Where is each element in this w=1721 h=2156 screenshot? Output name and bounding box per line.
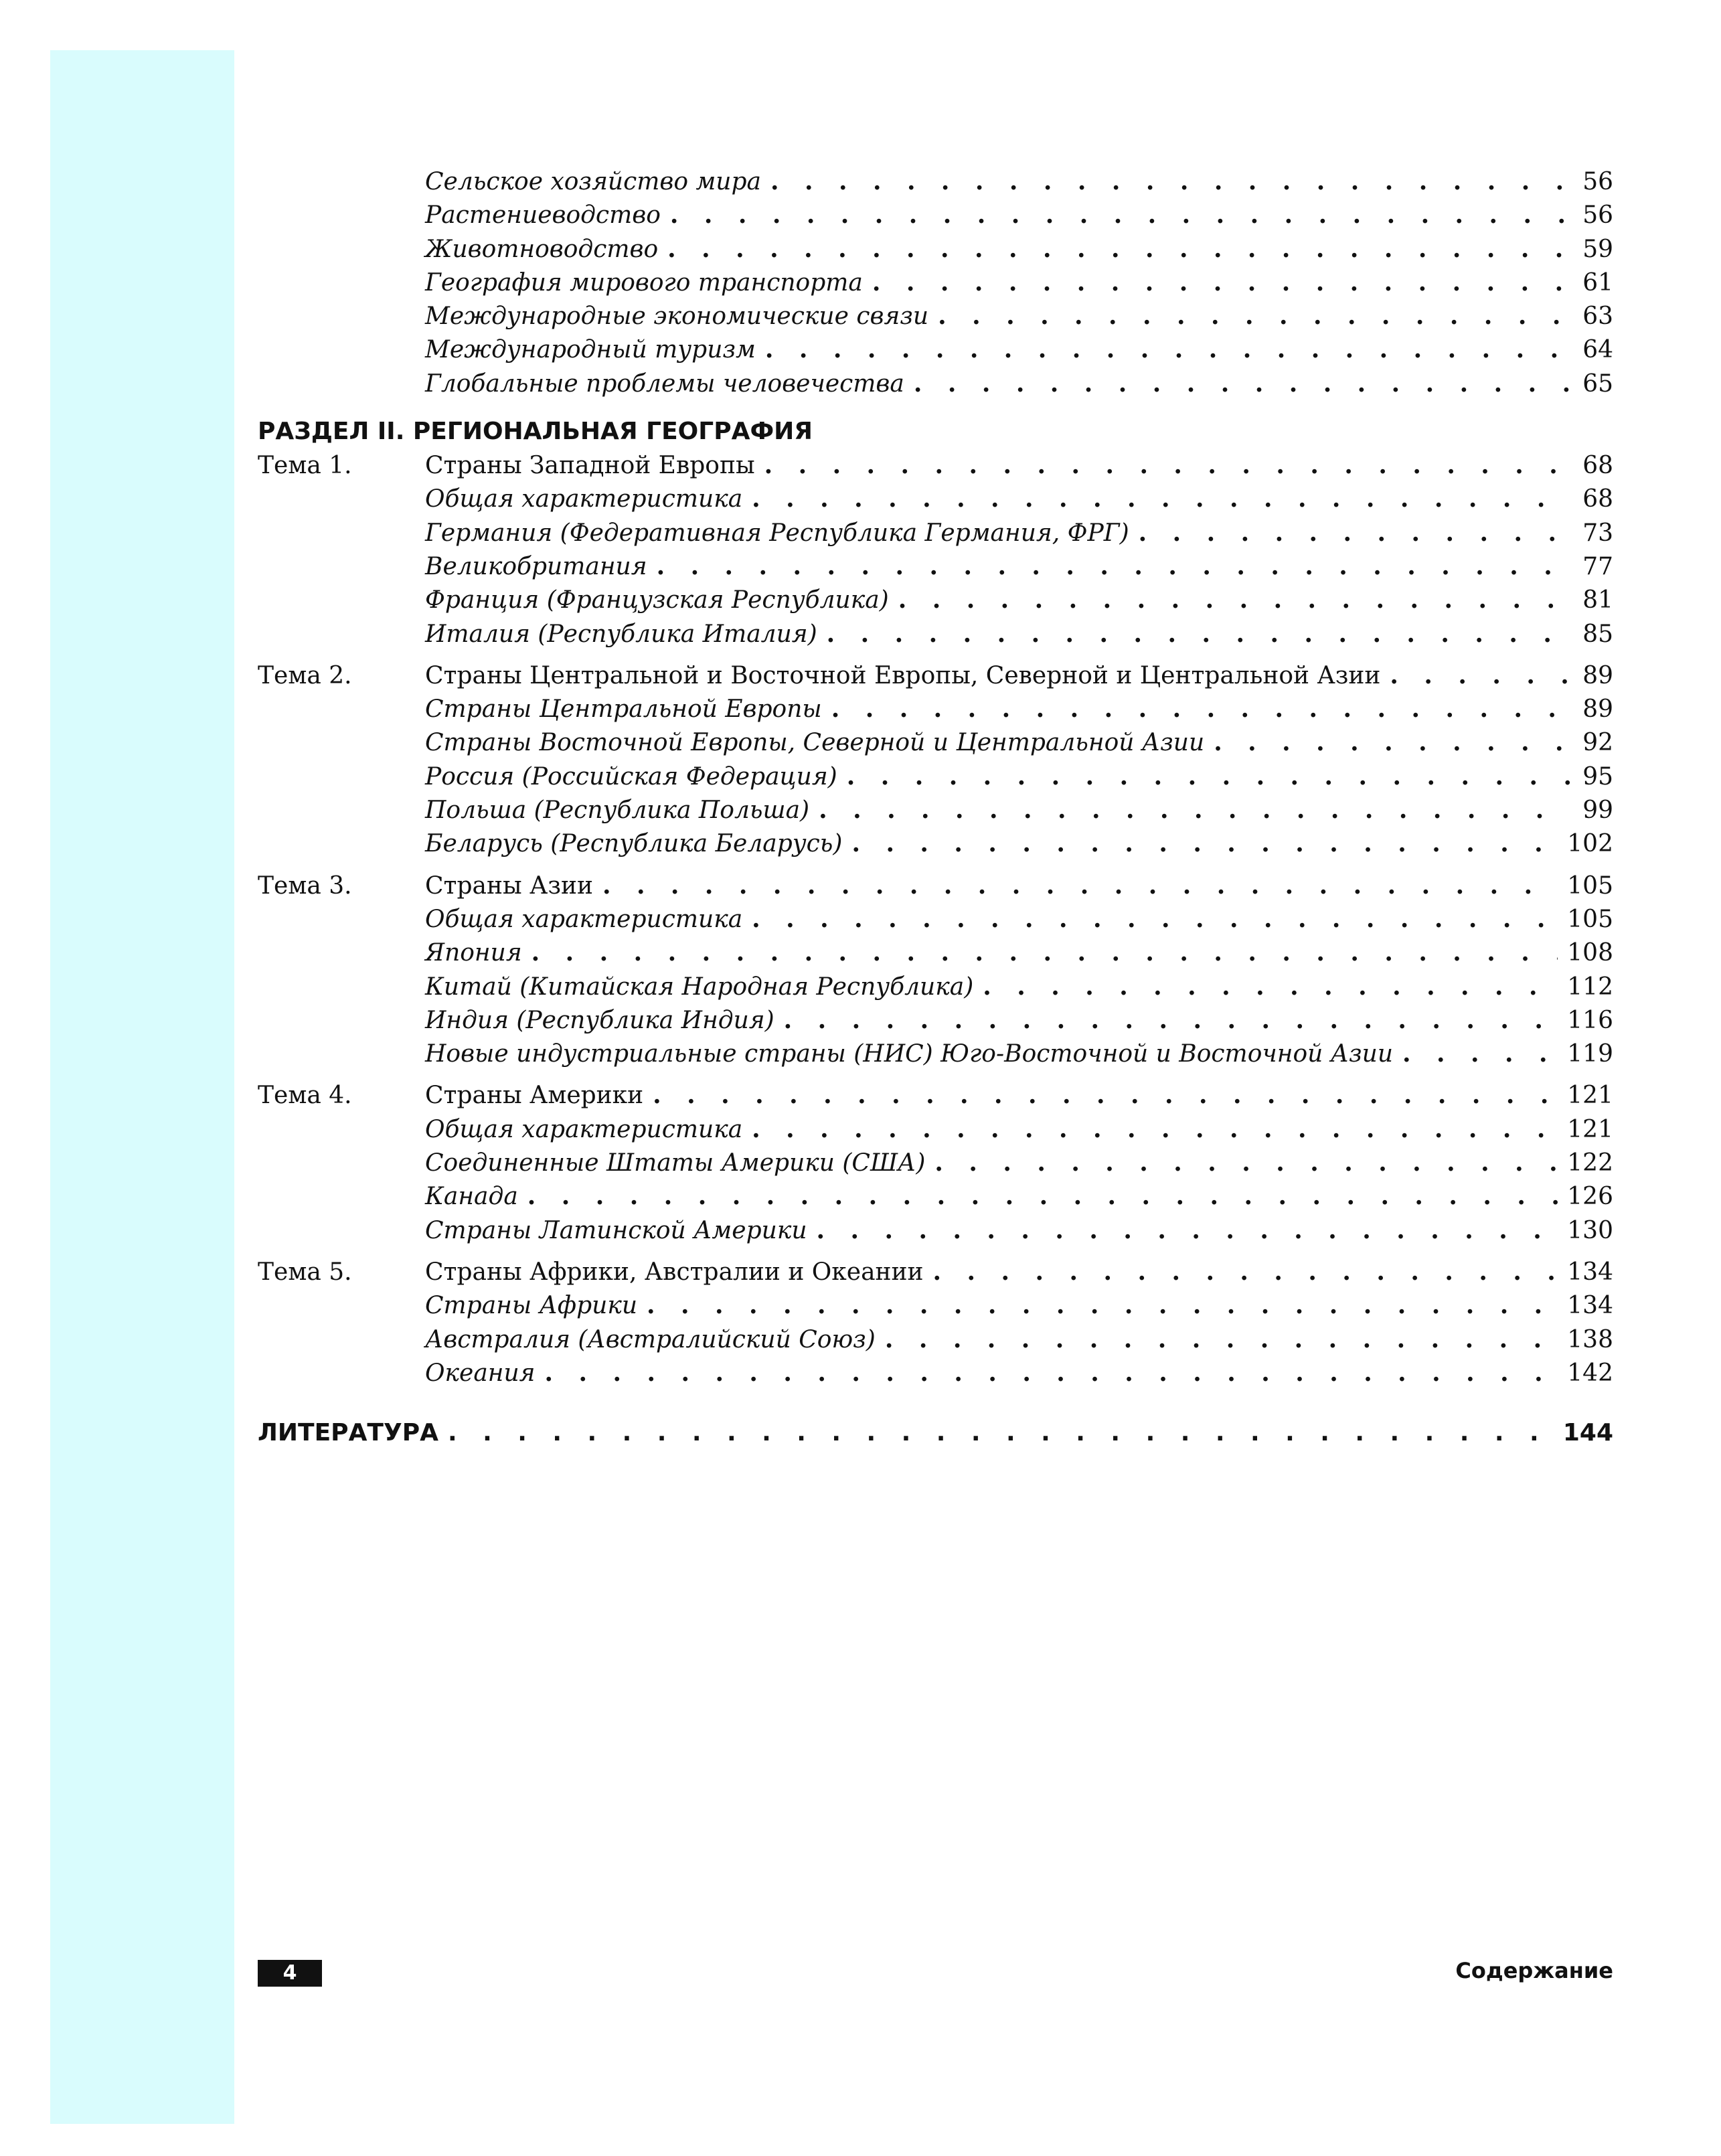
toc-entry-page: 73 [1582, 519, 1613, 547]
dot-leader [1390, 659, 1570, 692]
toc-entry-title: Австралия (Австралийский Союз) [425, 1325, 876, 1353]
dot-leader [527, 1179, 1558, 1213]
topic-entry[interactable] [258, 869, 1613, 902]
toc-entry-title: Глобальные проблемы человечества [425, 369, 904, 398]
toc-entry[interactable] [258, 1289, 1613, 1322]
dot-leader [667, 232, 1570, 266]
dot-leader [765, 333, 1570, 366]
toc-entry[interactable] [258, 1037, 1613, 1070]
toc-entry-title: Растениеводство [425, 201, 661, 230]
toc-entry[interactable] [258, 1146, 1613, 1179]
toc-entry-title: Беларусь (Республика Беларусь) [425, 830, 843, 858]
page-number-badge: 4 [258, 1960, 322, 1987]
toc-entry-page: 130 [1567, 1216, 1613, 1244]
dot-leader [653, 1078, 1558, 1112]
toc-entry-page: 95 [1582, 762, 1613, 791]
toc-entry[interactable] [258, 726, 1613, 759]
topic-title: Страны Америки [425, 1082, 644, 1110]
dot-leader [847, 760, 1570, 793]
toc-entry-page: 63 [1582, 303, 1613, 331]
toc-entry[interactable] [258, 692, 1613, 726]
toc-entry-page: 119 [1567, 1040, 1613, 1068]
toc-entry-page: 138 [1567, 1325, 1613, 1353]
toc-entry[interactable] [258, 1112, 1613, 1146]
toc-entry[interactable] [258, 266, 1613, 299]
toc-entry[interactable] [258, 482, 1613, 515]
toc-entry-page: 65 [1582, 369, 1613, 398]
toc-entry-title: Общая характеристика [425, 1115, 743, 1143]
toc-entry[interactable] [258, 760, 1613, 793]
dot-leader [872, 266, 1570, 299]
toc-top-list [258, 165, 1613, 400]
toc-entry-title: Животноводство [425, 235, 659, 263]
toc-entry-title: Индия (Республика Индия) [425, 1006, 774, 1034]
toc-entry-page: 59 [1582, 235, 1613, 263]
toc-entry[interactable] [258, 299, 1613, 333]
toc-entry-page: 102 [1567, 830, 1613, 858]
toc-entry[interactable] [258, 617, 1613, 651]
dot-leader [1139, 516, 1570, 550]
topic-page: 89 [1582, 661, 1613, 689]
dot-leader [983, 970, 1558, 1003]
toc-entry[interactable] [258, 1214, 1613, 1247]
toc-entry[interactable] [258, 550, 1613, 583]
toc-entry-title: Италия (Республика Италия) [425, 620, 817, 648]
sidebar-color-strip [50, 50, 234, 2124]
topic-entry[interactable] [258, 1078, 1613, 1112]
literature-page: 144 [1562, 1419, 1613, 1447]
dot-leader [602, 869, 1558, 902]
topic-entry[interactable] [258, 659, 1613, 692]
toc-entry-page: 56 [1582, 168, 1613, 195]
dot-leader [819, 793, 1570, 827]
toc-entry-title: Общая характеристика [425, 485, 743, 513]
topic-label: Тема 4. [258, 1082, 352, 1110]
toc-entry-page: 92 [1582, 729, 1613, 757]
toc-entry-title: Страны Африки [425, 1292, 638, 1320]
dot-leader [647, 1289, 1558, 1322]
dot-leader [827, 617, 1570, 651]
dot-leader [545, 1356, 1558, 1390]
toc-entry-page: 81 [1582, 586, 1613, 614]
toc-entry[interactable] [258, 1323, 1613, 1356]
toc-entry-page: 68 [1582, 485, 1613, 513]
topic-title: Страны Центральной и Восточной Европы, Северной и Центральной Азии [425, 661, 1381, 689]
toc-entry[interactable] [258, 232, 1613, 266]
dot-leader [657, 550, 1570, 583]
toc-entry[interactable] [258, 1003, 1613, 1037]
dot-leader [764, 448, 1570, 482]
topic-entry[interactable] [258, 1255, 1613, 1289]
dot-leader [898, 583, 1570, 616]
topic-title: Страны Западной Европы [425, 452, 755, 480]
topic-label: Тема 1. [258, 452, 352, 480]
toc-entry-title: Япония [425, 939, 522, 967]
toc-entry-title: Соединенные Штаты Америки (США) [425, 1149, 926, 1177]
toc-entry-page: 112 [1567, 973, 1613, 1001]
topic-label: Тема 2. [258, 661, 352, 689]
toc-entry-title: Океания [425, 1359, 536, 1387]
toc-entry[interactable] [258, 793, 1613, 827]
toc-entry[interactable] [258, 827, 1613, 860]
dot-leader [1402, 1037, 1558, 1070]
toc-entry-title: Международный туризм [425, 336, 756, 364]
dot-leader [752, 902, 1558, 936]
toc-entry-title: Общая характеристика [425, 905, 743, 933]
toc-entry[interactable] [258, 583, 1613, 616]
toc-entry-title: Канада [425, 1183, 518, 1211]
toc-entry[interactable] [258, 1179, 1613, 1213]
topic-entry[interactable] [258, 448, 1613, 482]
dot-leader [938, 299, 1570, 333]
dot-leader [448, 1416, 1554, 1450]
toc-entry[interactable] [258, 936, 1613, 969]
toc-entry-page: 105 [1567, 905, 1613, 933]
toc-entry[interactable] [258, 516, 1613, 550]
toc-entry-title: Польша (Республика Польша) [425, 797, 810, 825]
dot-leader [784, 1003, 1558, 1037]
running-footer-label: Содержание [1455, 1958, 1613, 1983]
dot-leader [531, 936, 1558, 969]
dot-leader [831, 692, 1570, 726]
toc-entry-title: Новые индустриальные страны (НИС) Юго-Восточной и Восточной Азии [425, 1040, 1394, 1068]
toc-entry-page: 85 [1582, 620, 1613, 648]
toc-entry[interactable] [258, 198, 1613, 232]
toc-entry-page: 77 [1582, 552, 1613, 580]
table-of-contents [258, 165, 1613, 1450]
dot-leader [934, 1146, 1558, 1179]
toc-entry-page: 134 [1567, 1292, 1613, 1320]
toc-entry-title: Россия (Российская Федерация) [425, 762, 837, 791]
toc-entry-title: География мирового транспорта [425, 268, 863, 297]
topic-title: Страны Азии [425, 872, 593, 900]
dot-leader [933, 1255, 1558, 1289]
toc-entry[interactable] [258, 333, 1613, 366]
topic-label: Тема 3. [258, 872, 352, 900]
literature-entry[interactable] [258, 1416, 1613, 1450]
toc-entry[interactable] [258, 367, 1613, 400]
toc-entry[interactable] [258, 1356, 1613, 1390]
topic-label: Тема 5. [258, 1258, 352, 1286]
literature-title: ЛИТЕРАТУРА [258, 1419, 438, 1447]
toc-entry-title: Сельское хозяйство мира [425, 168, 761, 195]
toc-entry[interactable] [258, 902, 1613, 936]
toc-entry-title: Франция (Французская Республика) [425, 586, 889, 614]
toc-entry[interactable] [258, 970, 1613, 1003]
toc-entry-page: 142 [1567, 1359, 1613, 1387]
topic-title: Страны Африки, Австралии и Океании [425, 1258, 924, 1286]
toc-entry-page: 121 [1567, 1115, 1613, 1143]
toc-entry-title: Международные экономические связи [425, 303, 929, 331]
topic-page: 121 [1567, 1082, 1613, 1110]
toc-entry-page: 108 [1567, 939, 1613, 967]
toc-entry-title: Германия (Федеративная Республика Германия, ФРГ) [425, 519, 1129, 547]
dot-leader [914, 367, 1570, 400]
dot-leader [885, 1323, 1558, 1356]
toc-entry-page: 56 [1582, 201, 1613, 230]
toc-entry-title: Страны Восточной Европы, Северной и Центральной Азии [425, 729, 1205, 757]
topic-page: 68 [1582, 452, 1613, 480]
toc-entry-title: Страны Центральной Европы [425, 695, 822, 724]
dot-leader [817, 1214, 1558, 1247]
toc-entry-title: Великобритания [425, 552, 647, 580]
toc-entry-page: 64 [1582, 336, 1613, 364]
toc-entry-page: 89 [1582, 695, 1613, 724]
toc-entry-page: 126 [1567, 1183, 1613, 1211]
dot-leader [851, 827, 1558, 860]
toc-entry-page: 61 [1582, 268, 1613, 297]
topic-page: 134 [1567, 1258, 1613, 1286]
dot-leader [770, 165, 1570, 198]
toc-entry[interactable] [258, 165, 1613, 198]
toc-entry-page: 99 [1582, 797, 1613, 825]
section-heading: РАЗДЕЛ II. РЕГИОНАЛЬНАЯ ГЕОГРАФИЯ [258, 418, 813, 446]
dot-leader [752, 482, 1570, 515]
toc-entry-page: 116 [1567, 1006, 1613, 1034]
dot-leader [670, 198, 1570, 232]
toc-entry-page: 122 [1567, 1149, 1613, 1177]
dot-leader [1214, 726, 1570, 759]
dot-leader [752, 1112, 1558, 1146]
toc-entry-title: Китай (Китайская Народная Республика) [425, 973, 974, 1001]
topic-page: 105 [1567, 872, 1613, 900]
toc-entry-title: Страны Латинской Америки [425, 1216, 807, 1244]
